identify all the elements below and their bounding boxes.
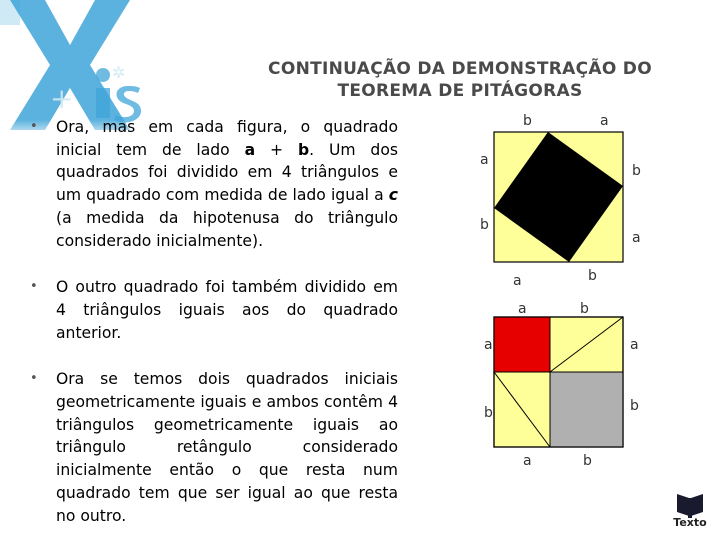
pythagoras-figures	[470, 105, 650, 470]
page-title	[210, 58, 710, 102]
svg-text:+: +	[50, 82, 74, 115]
bullet-1-text-mid: . Um dos quadrados foi dividido em 4 triângulos e um quadrado com medida de lado igual a	[56, 140, 398, 205]
bullet-item-2	[30, 276, 398, 344]
figure-1-right-label-a: a	[632, 230, 641, 246]
figure-1-left-label-b: b	[480, 217, 489, 233]
bullet-dot: •	[30, 371, 38, 387]
svg-text:✲: ✲	[112, 63, 126, 82]
figure-1	[480, 113, 641, 289]
bullet-item-1	[30, 116, 398, 252]
figure-2-large-square	[550, 372, 623, 447]
figure-2-bottom-label-b: b	[583, 453, 592, 469]
title-line-1: CONTINUAÇÃO DA DEMONSTRAÇÃO DO	[268, 59, 652, 79]
figure-1-top-label-a: a	[600, 113, 609, 129]
figure-2-small-square	[494, 317, 550, 372]
bullet-1-var-b: b	[297, 140, 310, 159]
bullet-1-var-c: c	[388, 186, 398, 205]
bullet-1-var-a: a	[244, 140, 256, 159]
figure-1-bottom-label-a: a	[513, 273, 522, 289]
figure-2-top-label-b: b	[580, 301, 589, 317]
figure-2-right-label-b: b	[630, 398, 639, 414]
bullet-dot: •	[30, 119, 38, 134]
figure-1-bottom-label-b: b	[588, 268, 597, 284]
bullet-item-3	[30, 368, 398, 527]
figure-2-left-label-b: b	[484, 405, 493, 421]
figure-2-bottom-label-a: a	[523, 453, 532, 469]
brand-label: Texto	[673, 516, 707, 529]
bullet-1-text-pre: Ora, mas em cada figura, o quadrado inicial tem de lado	[56, 118, 398, 159]
bullet-list	[30, 116, 398, 527]
figure-2-right-label-a: a	[630, 337, 639, 353]
bullet-3-text: Ora se temos dois quadrados iniciais geometricamente iguais e ambos contêm 4 triângulos geometricamente iguais ao triângulo retângulo considerado inicialmente então o que resta num quadrado tem que ser igual ao que resta no outro.	[56, 370, 398, 525]
bullet-1-plus: +	[255, 140, 298, 159]
bullet-1-text-post: (a medida da hipotenusa do triângulo considerado inicialmente).	[56, 208, 398, 250]
title-line-2: TEOREMA DE PITÁGORAS	[337, 81, 583, 101]
figure-1-right-label-b: b	[632, 163, 641, 179]
figure-1-left-label-a: a	[480, 152, 489, 168]
figure-2	[484, 301, 639, 469]
figure-1-top-label-b: b	[523, 113, 532, 129]
figure-2-top-label-a: a	[518, 301, 527, 317]
bullet-2-text: O outro quadrado foi também dividido em 4 triângulos iguais aos do quadrado anterior.	[56, 278, 398, 342]
bullet-dot: •	[30, 279, 38, 295]
figure-2-left-label-a: a	[484, 337, 493, 353]
